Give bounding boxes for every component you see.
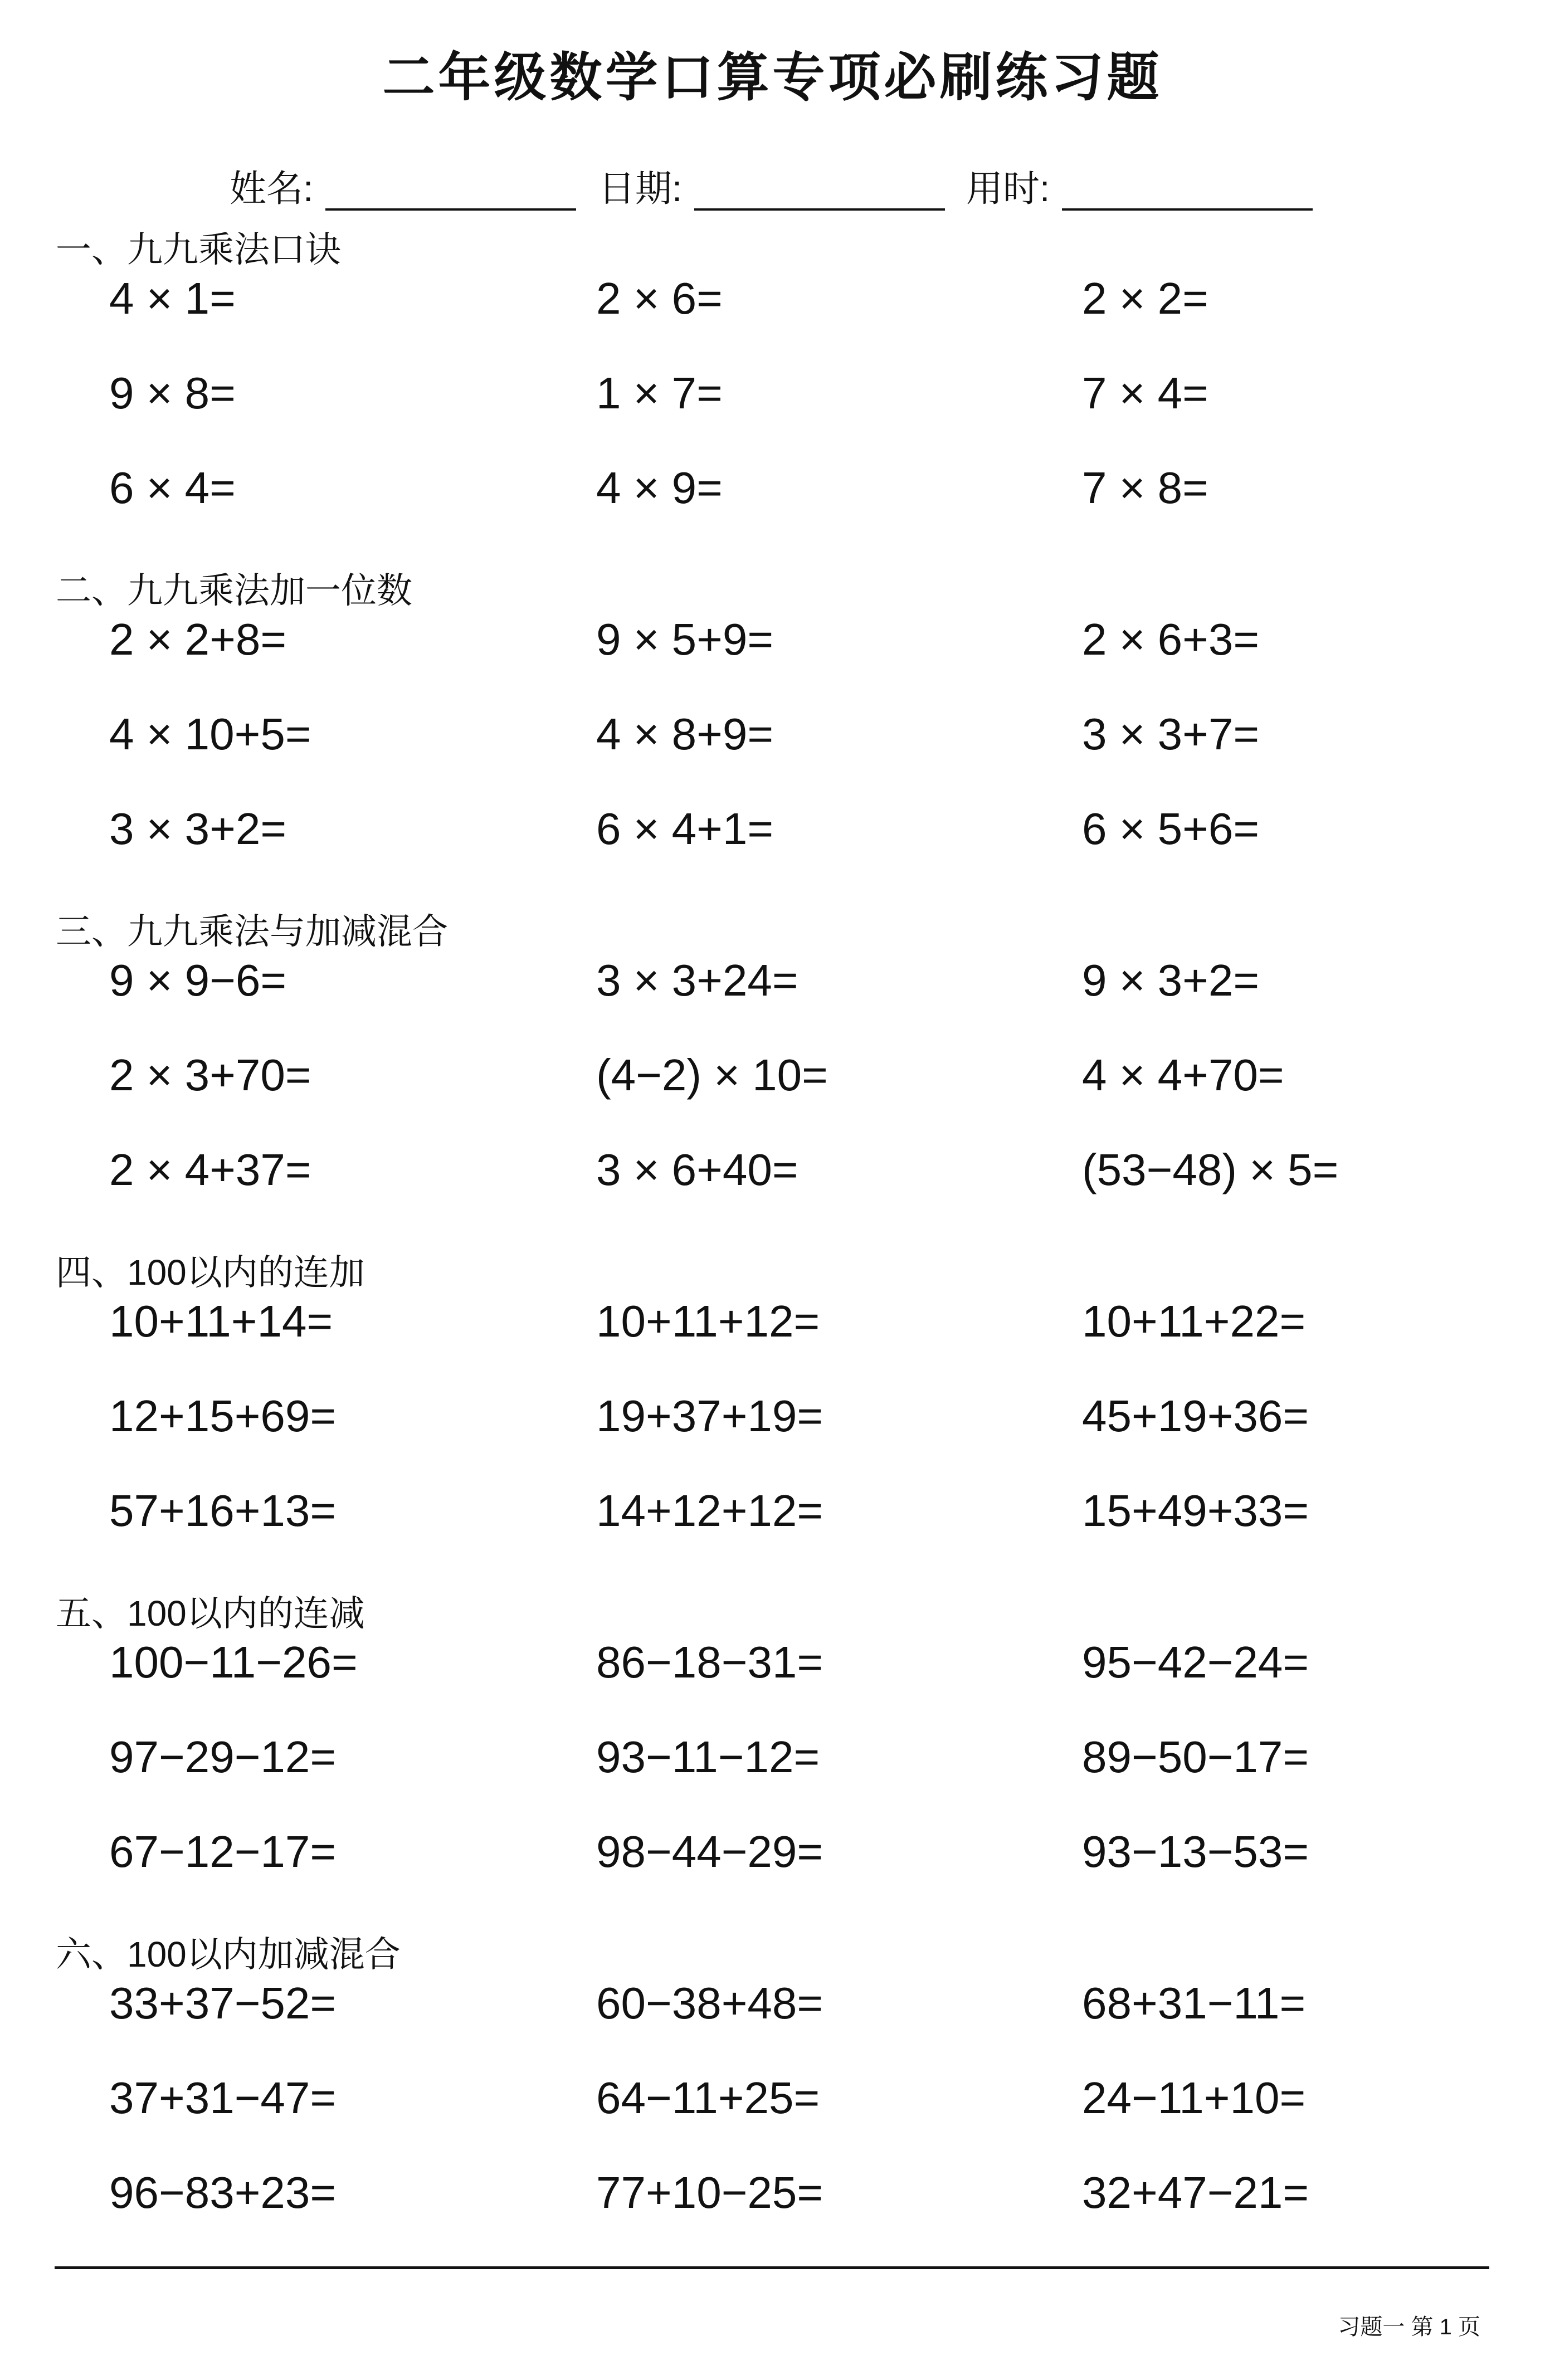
math-problem: 100−11−26= — [109, 1637, 358, 1687]
math-problem: 37+31−47= — [109, 2073, 337, 2123]
math-problem: 4 × 1= — [109, 274, 236, 323]
math-problem: (53−48) × 5= — [1082, 1145, 1339, 1194]
info-row — [0, 166, 1545, 211]
math-problem: 4 × 8+9= — [596, 709, 774, 759]
math-problem: 7 × 4= — [1082, 368, 1208, 418]
math-problem: 60−38+48= — [596, 1978, 823, 2028]
math-problem: 3 × 3+24= — [596, 955, 798, 1005]
date-label: 日期: — [598, 168, 683, 209]
math-problem: 33+37−52= — [109, 1978, 337, 2028]
page-footer: 习题一 第 1 页 — [1338, 2315, 1480, 2339]
math-problem: 15+49+33= — [1082, 1486, 1309, 1535]
section-title: 二、九九乘法加一位数 — [56, 570, 412, 611]
math-problem: 4 × 10+5= — [109, 709, 311, 759]
math-problem: 95−42−24= — [1082, 1637, 1309, 1687]
math-problem: 2 × 6= — [596, 274, 723, 323]
math-problem: 93−13−53= — [1082, 1827, 1309, 1876]
math-problem: 19+37+19= — [596, 1391, 823, 1441]
math-problem: 12+15+69= — [109, 1391, 337, 1441]
math-problem: 3 × 6+40= — [596, 1145, 798, 1194]
math-problem: 1 × 7= — [596, 368, 723, 418]
math-problem: 10+11+14= — [109, 1296, 333, 1346]
math-problem: 9 × 8= — [109, 368, 236, 418]
math-problem: 96−83+23= — [109, 2168, 337, 2217]
time-blank[interactable] — [1062, 174, 1313, 211]
math-problem: 4 × 9= — [596, 463, 723, 513]
math-problem: 67−12−17= — [109, 1827, 337, 1876]
section-title: 一、九九乘法口诀 — [56, 230, 341, 270]
math-problem: 2 × 2= — [1082, 274, 1208, 323]
section-title: 三、九九乘法与加减混合 — [56, 911, 448, 952]
math-problem: 4 × 4+70= — [1082, 1050, 1284, 1100]
footer-divider — [55, 2266, 1489, 2269]
math-problem: 64−11+25= — [596, 2073, 820, 2123]
math-problem: 6 × 4+1= — [596, 804, 774, 854]
math-problem: 3 × 3+2= — [109, 804, 287, 854]
math-problem: 6 × 4= — [109, 463, 236, 513]
section-title: 六、100以内加减混合 — [56, 1934, 401, 1974]
math-problem: 9 × 9−6= — [109, 955, 287, 1005]
math-problem: 2 × 2+8= — [109, 614, 287, 664]
time-field — [966, 166, 1313, 211]
math-problem: 2 × 3+70= — [109, 1050, 311, 1100]
math-problem: 3 × 3+7= — [1082, 709, 1260, 759]
name-field — [230, 166, 576, 211]
math-problem: 86−18−31= — [596, 1637, 823, 1687]
math-problem: 98−44−29= — [596, 1827, 823, 1876]
time-label: 用时: — [966, 168, 1050, 209]
math-problem: 32+47−21= — [1082, 2168, 1309, 2217]
math-problem: 2 × 4+37= — [109, 1145, 311, 1194]
section-title: 四、100以内的连加 — [56, 1252, 365, 1293]
math-problem: 93−11−12= — [596, 1732, 820, 1782]
math-problem: 24−11+10= — [1082, 2073, 1306, 2123]
math-problem: 68+31−11= — [1082, 1978, 1306, 2028]
math-problem: 77+10−25= — [596, 2168, 823, 2217]
math-problem: (4−2) × 10= — [596, 1050, 828, 1100]
math-problem: 57+16+13= — [109, 1486, 337, 1535]
section-title: 五、100以内的连减 — [56, 1593, 365, 1633]
math-problem: 45+19+36= — [1082, 1391, 1309, 1441]
date-blank[interactable] — [694, 174, 945, 211]
date-field — [598, 166, 945, 211]
math-problem: 14+12+12= — [596, 1486, 823, 1535]
math-problem: 6 × 5+6= — [1082, 804, 1260, 854]
math-problem: 9 × 5+9= — [596, 614, 774, 664]
name-blank[interactable] — [325, 174, 576, 211]
math-problem: 2 × 6+3= — [1082, 614, 1260, 664]
math-problem: 10+11+22= — [1082, 1296, 1306, 1346]
page-title: 二年级数学口算专项必刷练习题 — [382, 48, 1163, 106]
math-problem: 9 × 3+2= — [1082, 955, 1260, 1005]
math-problem: 7 × 8= — [1082, 463, 1208, 513]
math-problem: 89−50−17= — [1082, 1732, 1309, 1782]
math-problem: 10+11+12= — [596, 1296, 820, 1346]
math-problem: 97−29−12= — [109, 1732, 337, 1782]
name-label: 姓名: — [230, 168, 314, 209]
